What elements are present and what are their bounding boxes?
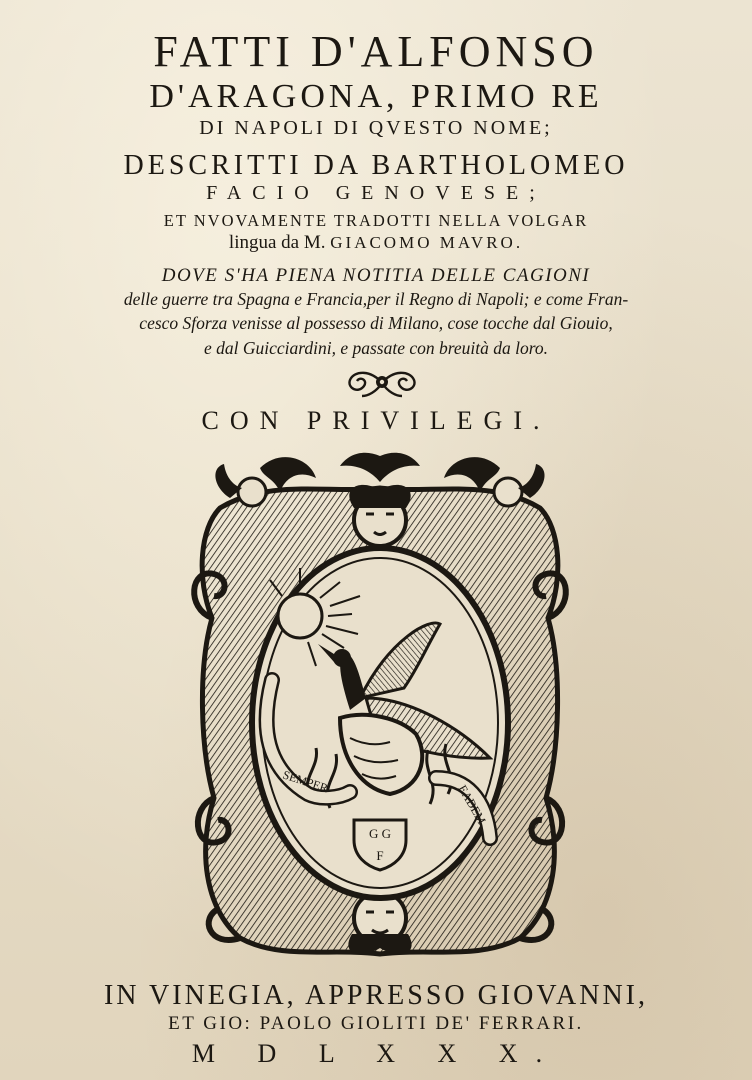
privilege-line: CON PRIVILEGI. xyxy=(201,406,551,435)
imprint-line-2: ET GIO: PAOLO GIOLITI DE' FERRARI. xyxy=(168,1013,584,1034)
phoenix-printer-device-icon xyxy=(190,448,570,968)
description-line-4: e dal Guicciardini, e passate con breuità da loro. xyxy=(203,338,549,358)
author-line-1: DESCRITTI DA BARTHOLOMEO xyxy=(123,150,629,181)
fleuron-ornament-icon xyxy=(342,366,422,400)
monogram-initials-top: G G xyxy=(368,826,392,841)
title-line-1: FATTI D'ALFONSO xyxy=(153,27,599,76)
monogram-initial-bottom: F xyxy=(376,848,384,863)
translation-line-2 xyxy=(0,233,752,252)
motto-right-text: EADEM xyxy=(455,782,489,827)
description-line-2: delle guerre tra Spagna e Francia,per il Regno di Napoli; e come Fran- xyxy=(123,289,629,309)
motto-left-text: SEMPER xyxy=(281,767,330,796)
description-line-1: DOVE S'HA PIENA NOTITIA DELLE CAGIONI xyxy=(161,265,591,286)
translation-prefix: lingua da M. xyxy=(228,232,326,253)
author-line-2: FACIO GENOVESE; xyxy=(206,182,546,204)
imprint-line-1: IN VINEGIA, APPRESSO GIOVANNI, xyxy=(103,980,648,1011)
description-line-3: cesco Sforza venisse al possesso di Milano, cose tocche dal Giouio, xyxy=(139,313,613,333)
title-line-3: DI NAPOLI DI QVESTO NOME; xyxy=(199,117,553,139)
translator-name: GIACOMO MAVRO. xyxy=(330,233,524,252)
title-line-2: D'ARAGONA, PRIMO RE xyxy=(149,78,603,115)
imprint-year: M D L X X X. xyxy=(191,1039,561,1068)
translation-line-1: ET NVOVAMENTE TRADOTTI NELLA VOLGAR xyxy=(163,211,589,230)
